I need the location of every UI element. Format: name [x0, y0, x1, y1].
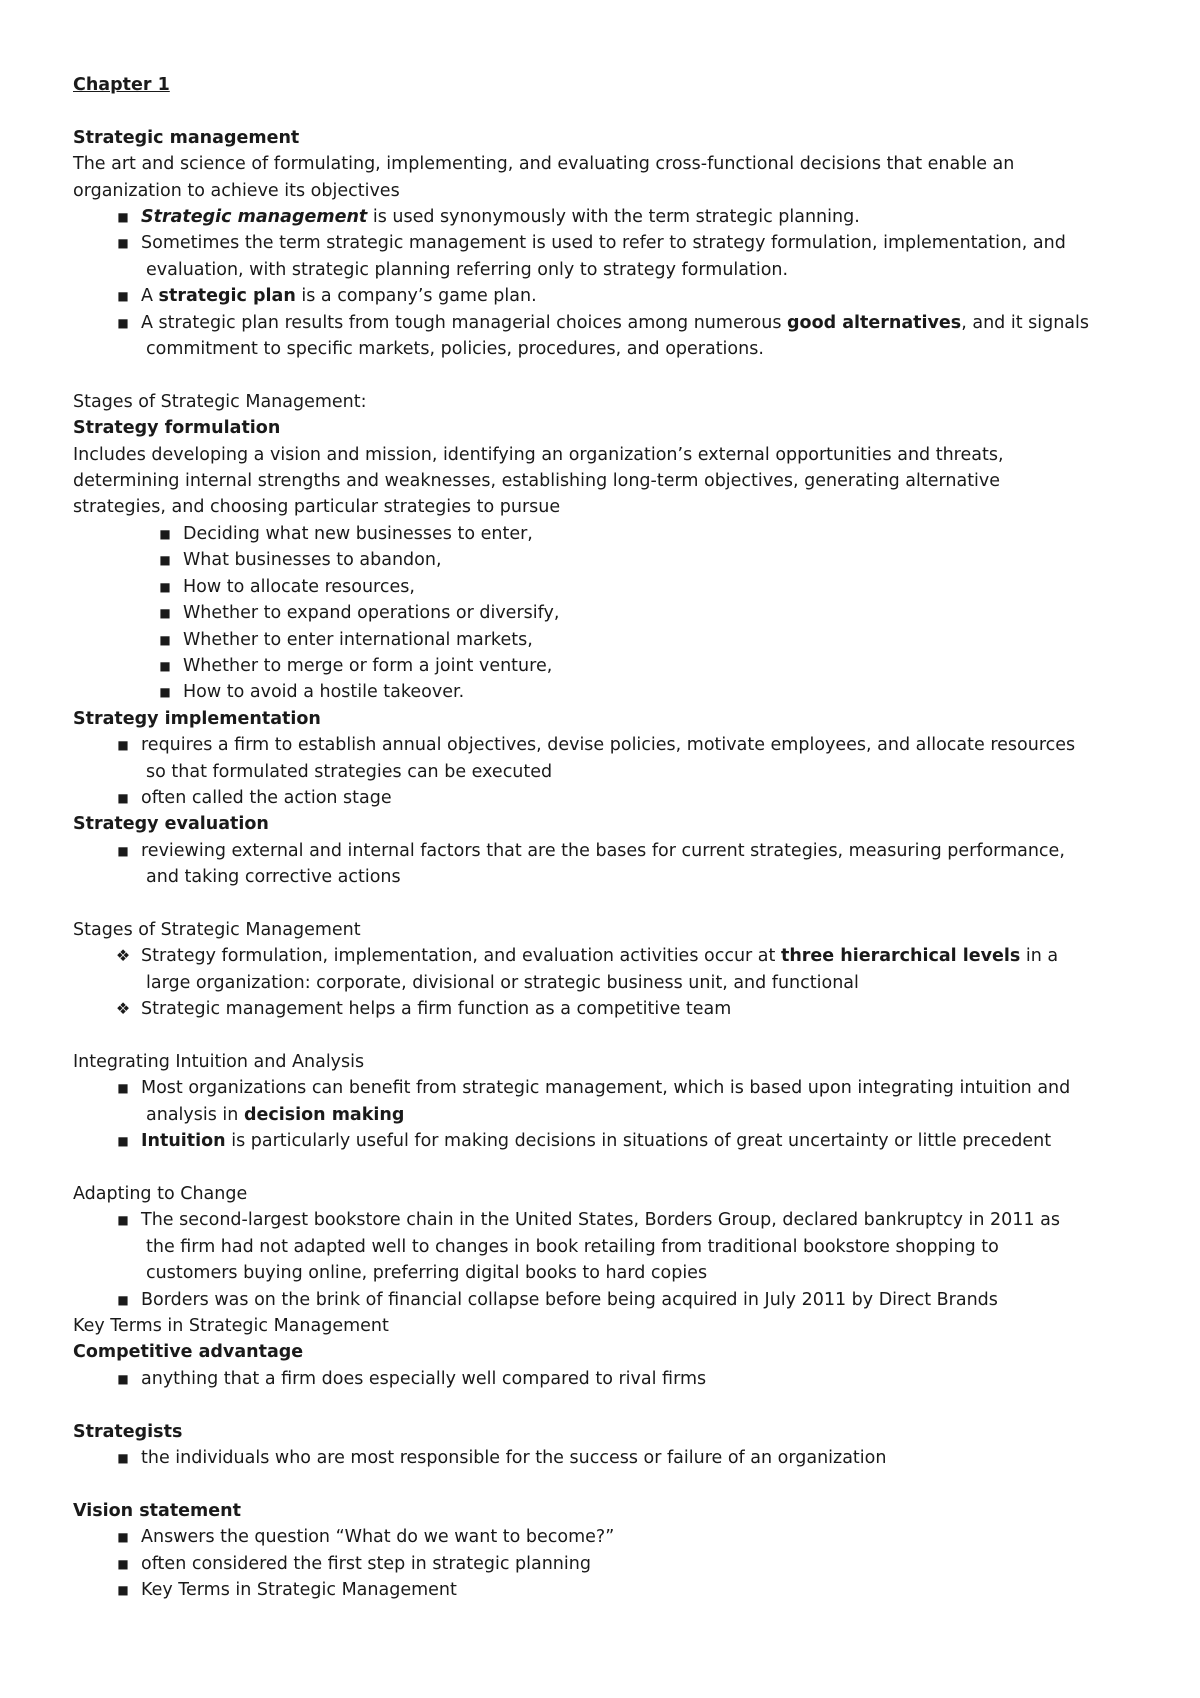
item-text: Whether to expand operations or diversify, [183, 603, 560, 624]
bullet-list [73, 838, 1143, 891]
definition-line: The art and science of formulating, implementing, and evaluating cross-functional decisions that enable an [73, 154, 1015, 175]
item-text: is used synonymously with the term strategic planning. [367, 207, 860, 228]
bullet-icon: ■ [117, 210, 129, 225]
bullet-list [73, 1445, 1143, 1471]
item-text: Sometimes the term strategic management is used to refer to strategy formulation, implementation, and [141, 233, 1066, 254]
bullet-list [73, 1524, 1143, 1603]
term: strategic plan [158, 286, 296, 307]
bullet-icon: ■ [117, 1134, 129, 1149]
bullet-icon: ■ [117, 1530, 129, 1545]
term: decision making [243, 1104, 405, 1125]
bullet-icon: ■ [117, 1081, 129, 1096]
list-item [73, 310, 1143, 363]
definition-line: determining internal strengths and weaknesses, establishing long-term objectives, generating alternative [73, 471, 1001, 492]
list-item [73, 1551, 1143, 1577]
diamond-bullet-icon: ❖ [115, 999, 131, 1019]
list-item [73, 547, 1143, 573]
item-text: Strategy formulation, implementation, and evaluation activities occur at [141, 946, 781, 967]
item-text: How to avoid a hostile takeover. [183, 682, 465, 703]
item-text: Strategic management helps a firm function as a competitive team [141, 999, 732, 1020]
heading-strategy-implementation: Strategy implementation [73, 708, 321, 729]
list-item [73, 1128, 1143, 1154]
item-text: is particularly useful for making decisions in situations of great uncertainty or little precedent [225, 1131, 1052, 1152]
list-item [73, 838, 1143, 891]
item-text: requires a firm to establish annual objectives, devise policies, motivate employees, and allocate resources [141, 735, 1076, 756]
item-text: Whether to merge or form a joint venture, [183, 655, 553, 676]
list-item [73, 627, 1143, 653]
document-page [73, 72, 1143, 1603]
section-label: Key Terms in Strategic Management [73, 1316, 389, 1337]
list-item [73, 1366, 1143, 1392]
bullet-icon: ■ [117, 1451, 129, 1466]
diamond-bullet-icon: ❖ [115, 946, 131, 966]
list-item [73, 521, 1143, 547]
section-label: Stages of Strategic Management [73, 919, 361, 940]
heading-vision-statement: Vision statement [73, 1500, 241, 1521]
list-item [73, 996, 1143, 1022]
bullet-list [73, 732, 1143, 811]
list-item [73, 283, 1143, 309]
item-text: often considered the first step in strategic planning [141, 1553, 591, 1574]
bullet-icon: ■ [159, 526, 171, 541]
bullet-icon: ■ [117, 738, 129, 753]
heading-strategy-evaluation: Strategy evaluation [73, 814, 269, 835]
section-label: Integrating Intuition and Analysis [73, 1051, 365, 1072]
item-text: in a [1020, 946, 1059, 967]
list-item [73, 1207, 1143, 1286]
item-text: reviewing external and internal factors that are the bases for current strategies, measuring performance, [141, 840, 1065, 861]
item-text: Key Terms in Strategic Management [141, 1580, 457, 1601]
bullet-icon: ■ [117, 843, 129, 858]
list-item [73, 653, 1143, 679]
bullet-icon: ■ [117, 236, 129, 251]
heading-strategic-management: Strategic management [73, 127, 300, 148]
item-text: so that formulated strategies can be executed [146, 761, 553, 782]
bullet-icon: ■ [159, 685, 171, 700]
bullet-list [73, 204, 1143, 362]
item-text: often called the action stage [141, 787, 392, 808]
item-text: What businesses to abandon, [183, 550, 442, 571]
list-item [73, 1577, 1143, 1603]
bullet-icon: ■ [117, 315, 129, 330]
item-text: large organization: corporate, divisional or strategic business unit, and functional [146, 972, 859, 993]
bullet-list [73, 943, 1143, 1022]
term: good alternatives [787, 312, 962, 333]
list-item [73, 600, 1143, 626]
term: Intuition [141, 1131, 226, 1152]
item-text: anything that a firm does especially well compared to rival firms [141, 1368, 707, 1389]
item-text: the firm had not adapted well to changes in book retailing from traditional bookstore shopping to [146, 1236, 999, 1257]
item-text: is a company’s game plan. [295, 286, 537, 307]
item-text: commitment to specific markets, policies, procedures, and operations. [146, 339, 764, 360]
definition-line: Includes developing a vision and mission, identifying an organization’s external opportunities and threats, [73, 444, 1004, 465]
list-item [73, 574, 1143, 600]
heading-strategy-formulation: Strategy formulation [73, 418, 281, 439]
list-item [73, 732, 1143, 785]
item-text: A strategic plan results from tough managerial choices among numerous [141, 312, 788, 333]
list-item [73, 679, 1143, 705]
item-text: analysis in [146, 1104, 244, 1125]
item-text: the individuals who are most responsible for the success or failure of an organization [141, 1448, 887, 1469]
section-label: Stages of Strategic Management: [73, 391, 367, 412]
term: Strategic management [141, 207, 368, 228]
item-text: evaluation, with strategic planning referring only to strategy formulation. [146, 259, 789, 280]
bullet-icon: ■ [159, 553, 171, 568]
item-text: The second-largest bookstore chain in the United States, Borders Group, declared bankruptcy in 2011 as [141, 1210, 1060, 1231]
item-text: Most organizations can benefit from strategic management, which is based upon integrating intuition and [141, 1078, 1071, 1099]
bullet-list [73, 1366, 1143, 1392]
bullet-icon: ■ [117, 1213, 129, 1228]
bullet-icon: ■ [117, 1556, 129, 1571]
bullet-icon: ■ [159, 632, 171, 647]
item-text: How to allocate resources, [183, 576, 415, 597]
item-text: Borders was on the brink of financial collapse before being acquired in July 2011 by Direct Brands [141, 1289, 998, 1310]
item-text: and taking corrective actions [146, 867, 401, 888]
item-text: customers buying online, preferring digital books to hard copies [146, 1263, 708, 1284]
chapter-title: Chapter 1 [73, 75, 170, 95]
bullet-icon: ■ [117, 1583, 129, 1598]
list-item [73, 785, 1143, 811]
bullet-icon: ■ [117, 289, 129, 304]
bullet-list [73, 1207, 1143, 1313]
item-text: Answers the question “What do we want to become?” [141, 1527, 615, 1548]
item-text: , and it signals [961, 312, 1089, 333]
bullet-list [73, 521, 1143, 706]
list-item [73, 1287, 1143, 1313]
bullet-list [73, 1075, 1143, 1154]
definition-line: strategies, and choosing particular strategies to pursue [73, 497, 561, 518]
heading-competitive-advantage: Competitive advantage [73, 1342, 304, 1363]
list-item [73, 230, 1143, 283]
heading-strategists: Strategists [73, 1421, 183, 1442]
list-item [73, 1445, 1143, 1471]
bullet-icon: ■ [159, 579, 171, 594]
list-item [73, 1524, 1143, 1550]
definition-line: organization to achieve its objectives [73, 180, 400, 201]
list-item [73, 1075, 1143, 1128]
item-text: Whether to enter international markets, [183, 629, 533, 650]
section-label: Adapting to Change [73, 1183, 248, 1204]
item-text: Deciding what new businesses to enter, [183, 523, 533, 544]
bullet-icon: ■ [117, 1292, 129, 1307]
term: three hierarchical levels [780, 946, 1021, 967]
list-item [73, 204, 1143, 230]
bullet-icon: ■ [159, 606, 171, 621]
bullet-icon: ■ [117, 1371, 129, 1386]
bullet-icon: ■ [159, 658, 171, 673]
bullet-icon: ■ [117, 790, 129, 805]
item-text: A [141, 286, 159, 307]
list-item [73, 943, 1143, 996]
